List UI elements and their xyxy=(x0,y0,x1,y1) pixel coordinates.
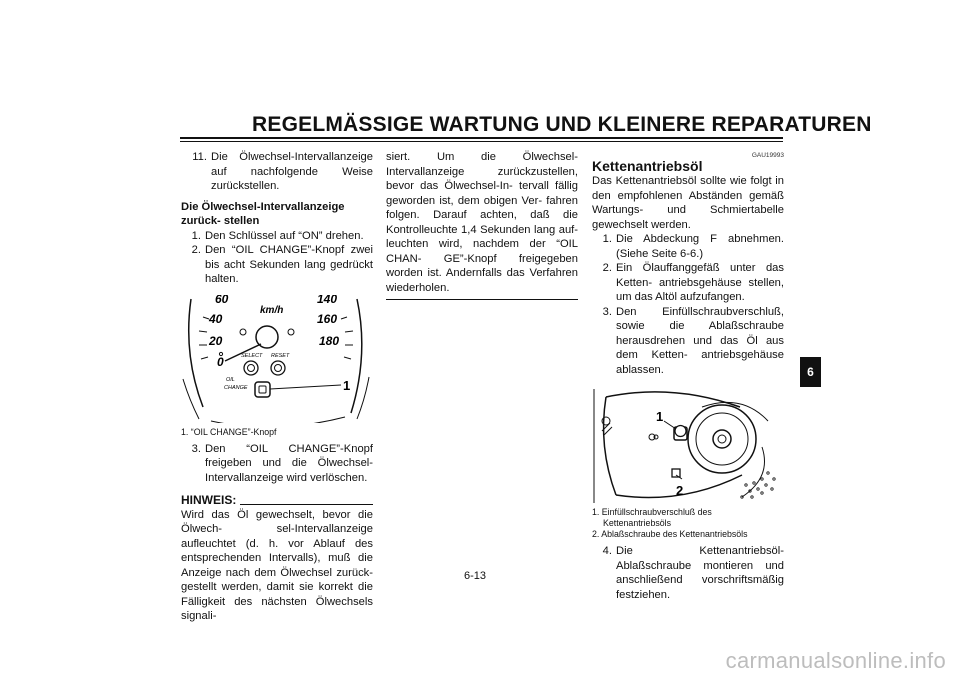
reset-step-3 xyxy=(181,442,373,486)
caption-1: 1. Einfüllschraubverschluß des xyxy=(592,507,712,517)
speed-label: 20 xyxy=(209,333,223,348)
step-11 xyxy=(181,150,373,194)
speed-label: 40 xyxy=(209,311,223,326)
caption-2: 2. Ablaßschraube des Kettenantriebsöls xyxy=(592,529,748,539)
step-number: 1. xyxy=(191,229,201,242)
step-text: Die Kettenantriebsöl-Ablaßschraube montieren und anschließend vorschriftsmäßig festziehen. xyxy=(616,545,784,601)
page-title: REGELMÄSSIGE WARTUNG UND KLEINERE REPARATUREN xyxy=(252,113,872,136)
drain-bolt xyxy=(672,469,680,477)
speed-label: 140 xyxy=(317,294,338,306)
section-code: GAU19993 xyxy=(751,152,784,159)
step-text: Die Ölwechsel-Intervallanzeige auf nachfolgende Weise zurückstellen. xyxy=(211,151,373,192)
sprocket-cover xyxy=(688,405,756,473)
chapter-tab: 6 xyxy=(800,357,821,387)
unit-label: km/h xyxy=(260,304,284,316)
reset-step-2 xyxy=(181,243,373,287)
speed-label: 160 xyxy=(317,311,338,326)
select-button xyxy=(244,361,258,375)
reset-button xyxy=(271,361,285,375)
chain-step-2 xyxy=(592,261,784,305)
step-number: 2. xyxy=(602,262,612,274)
step-number: 2. xyxy=(191,244,201,256)
note-label: HINWEIS: xyxy=(181,493,237,507)
speed-label: 0 xyxy=(217,354,224,369)
step-text: Den Einfüllschraubverschluß, sowie die Ablaßschraube herausdrehen und das Öl aus dem Ketten- antriebsgehäuse ablassen. xyxy=(616,305,784,376)
change-label: CHANGE xyxy=(224,384,248,391)
reset-step-1 xyxy=(181,229,373,244)
page-number: 6-13 xyxy=(464,570,487,582)
step-text: Den “OIL CHANGE”-Knopf zwei bis acht Sekunden lang gedrückt halten. xyxy=(205,244,373,285)
oil-change-button xyxy=(255,382,270,397)
step-text: Ein Ölauffanggefäß unter das Ketten- antriebsgehäuse stellen, um das Altöl aufzufangen. xyxy=(616,262,784,303)
note-rule xyxy=(240,504,373,505)
note-end-rule xyxy=(386,299,578,300)
note-heading xyxy=(181,493,373,508)
column-2 xyxy=(386,150,578,300)
step-number: 3. xyxy=(191,442,201,455)
column-3 xyxy=(592,150,784,602)
section-title: Kettenantriebsöl xyxy=(592,158,703,174)
callout-number-2: 2 xyxy=(676,483,684,498)
oil-label: OIL xyxy=(226,376,235,383)
callout-number: 1 xyxy=(343,377,351,393)
figure-caption: 1. “OIL CHANGE”-Knopf xyxy=(181,426,277,437)
chain-step-4 xyxy=(592,544,784,602)
step-text: Den “OIL CHANGE”-Knopf freigeben und die Ölwechsel-Intervallanzeige wird verlöschen. xyxy=(205,442,373,484)
reset-subheading: Die Ölwechsel-Intervallanzeige zurück- stellen xyxy=(181,200,345,227)
figure-captions xyxy=(592,507,784,540)
step-text: Den Schlüssel auf “ON” drehen. xyxy=(205,229,364,242)
reset-label: RESET xyxy=(271,352,290,359)
watermark: carmanualsonline.info xyxy=(725,648,946,673)
chain-step-3 xyxy=(592,305,784,378)
caption-1-cont: Kettenantriebsöls xyxy=(603,518,671,528)
chain-step-1 xyxy=(592,232,784,261)
step-number: 4. xyxy=(602,545,612,557)
step-number: 1. xyxy=(602,233,612,245)
note-text: Wird das Öl gewechselt, bevor die Ölwech- sel-Intervallanzeige aufleuchtet (d. h. vor Ablauf des entsprechenden Intervalls), muß die Anzeige nach dem Ölwechsel zurück- gestellt werden, damit sie korrekt die Fälligkeit des nächsten Ölwechsels signali- xyxy=(181,508,373,622)
speed-label: 60 xyxy=(215,294,229,306)
speedometer-figure xyxy=(181,295,373,423)
callout-number-1: 1 xyxy=(656,409,664,424)
speed-label: 180 xyxy=(319,333,340,348)
select-label: SELECT xyxy=(241,352,263,359)
leader-line xyxy=(270,385,341,389)
leader-line-1 xyxy=(664,421,676,429)
section-intro: Das Kettenantriebsöl sollte wie folgt in den empfohlenen Abständen gemäß Wartungs- und Schmiertabelle gewechselt werden. xyxy=(592,175,784,231)
step-text: Die Abdeckung F abnehmen. (Siehe Seite 6-6.) xyxy=(616,233,784,260)
title-rule xyxy=(180,137,783,139)
chain-case-figure xyxy=(592,387,784,505)
title-rule-thin xyxy=(180,141,783,142)
column-1 xyxy=(181,150,373,624)
step-number: 3. xyxy=(602,305,612,318)
note-continuation: siert. Um die Ölwechsel-Intervallanzeige zurückzustellen, bevor das Ölwechsel-In- tervall fällig geworden ist, dem obigen Ver- fahren folgen. Darauf achten, daß die Kontrolleuchte 1,4 Sekunden lang auf- leuchten wird, nachdem der “OIL CHAN- GE”-Knopf freigegeben worden ist. Andernfalls das Verfahren wiederholen. xyxy=(386,151,578,294)
step-number: 11. xyxy=(192,151,207,163)
